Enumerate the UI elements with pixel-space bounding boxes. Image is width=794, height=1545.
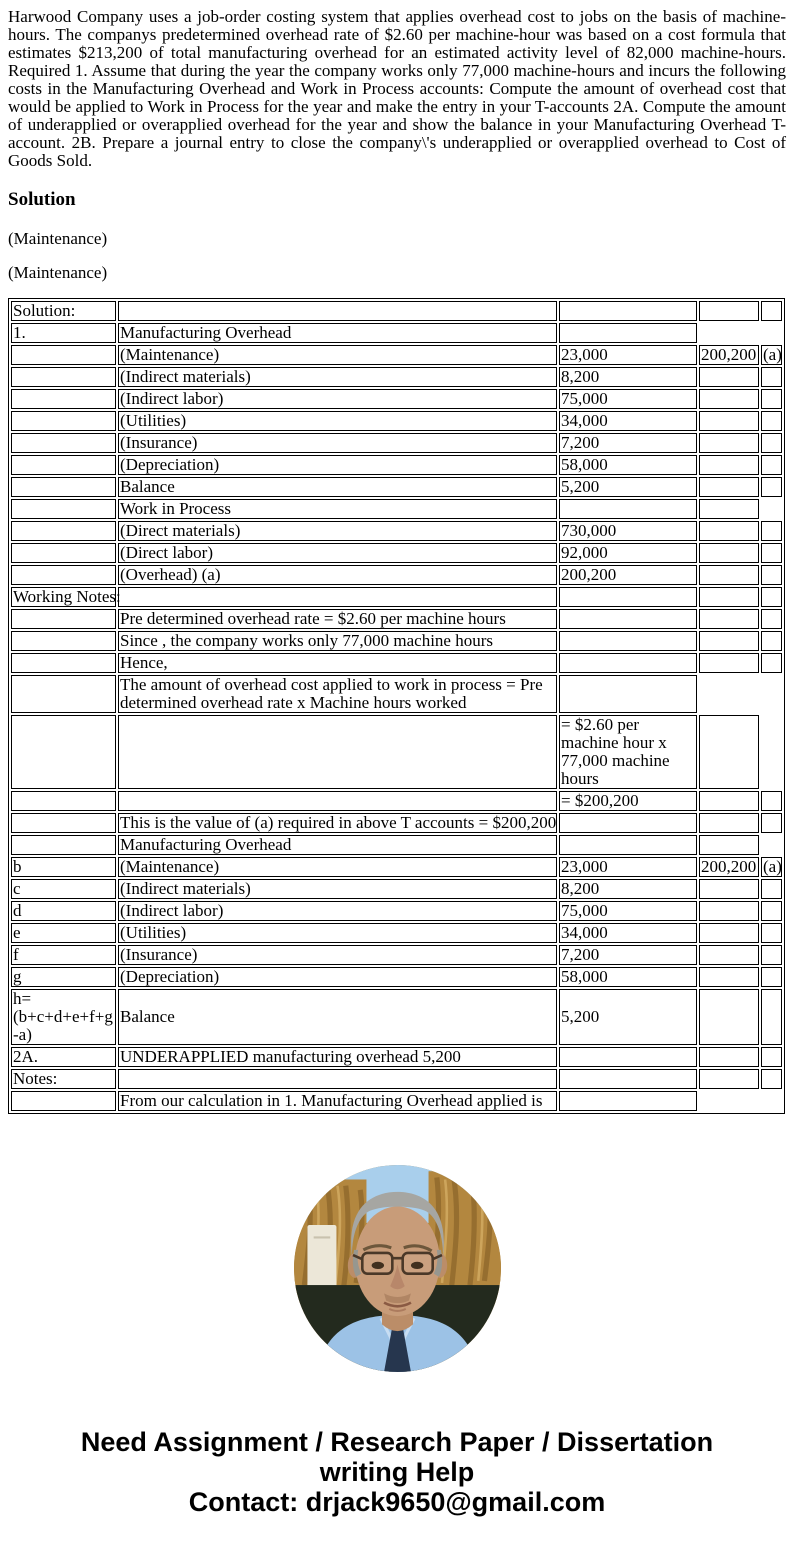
table-cell [699, 813, 759, 833]
table-cell: 75,000 [559, 389, 697, 409]
table-cell: (a) [763, 345, 782, 364]
maintenance-line-2: (Maintenance) [8, 263, 108, 282]
table-cell [699, 521, 759, 541]
table-cell [11, 609, 116, 629]
table-cell [699, 1069, 759, 1089]
table-cell: (a) [763, 857, 782, 876]
table-cell: f [11, 945, 116, 965]
table-cell [699, 715, 759, 789]
table-cell: e [11, 923, 116, 943]
table-cell [118, 1069, 557, 1089]
table-cell [699, 967, 759, 987]
table-cell [118, 715, 557, 789]
table-cell [761, 543, 782, 563]
table-cell [761, 367, 782, 387]
table-row [11, 345, 782, 365]
table-cell: (Insurance) [118, 433, 557, 453]
table-cell: 8,200 [559, 367, 697, 387]
table-cell: 2A. [11, 1047, 116, 1067]
table-cell: 8,200 [559, 879, 697, 899]
table-row [11, 653, 782, 673]
table-row [11, 543, 782, 563]
table-cell: Working Notes: [13, 587, 121, 606]
table-cell [699, 923, 759, 943]
table-cell: = $2.60 per machine hour x 77,000 machine hours [559, 715, 697, 789]
table-cell: 7,200 [559, 433, 697, 453]
table-cell [761, 389, 782, 409]
table-row [11, 367, 782, 387]
table-row [11, 565, 782, 585]
table-cell [699, 477, 759, 497]
table-cell [699, 945, 759, 965]
table-cell [761, 433, 782, 453]
table-cell [699, 653, 759, 673]
table-cell [699, 389, 759, 409]
table-row [11, 1047, 782, 1067]
table-cell: (Indirect labor) [118, 389, 557, 409]
table-cell [761, 521, 782, 541]
table-cell: Notes: [11, 1069, 116, 1089]
table-cell: Pre determined overhead rate = $2.60 per machine hours [118, 609, 557, 629]
table-cell [761, 631, 782, 651]
table-cell: Manufacturing Overhead [118, 323, 557, 343]
table-cell [559, 587, 697, 607]
table-cell [699, 455, 759, 475]
solution-table [8, 298, 785, 1114]
table-cell [559, 499, 697, 519]
table-cell [761, 791, 782, 811]
table-cell [11, 653, 116, 673]
table-cell: (Indirect materials) [118, 367, 557, 387]
table-row [11, 631, 782, 651]
table-cell [11, 631, 116, 651]
table-cell [11, 1091, 116, 1111]
table-cell: This is the value of (a) required in above T accounts = $200,200 [120, 813, 557, 832]
table-cell: 1. [11, 323, 116, 343]
table-cell [761, 411, 782, 431]
solution-table-clip [8, 298, 786, 1110]
table-cell [559, 653, 697, 673]
table-cell [11, 521, 116, 541]
footer-line-2: writing Help [319, 1457, 475, 1487]
table-row [11, 835, 782, 855]
footer-contact-email: Contact: drjack9650@gmail.com [188, 1487, 606, 1517]
table-cell: (Maintenance) [118, 857, 557, 877]
table-cell [761, 587, 782, 607]
table-cell [118, 301, 557, 321]
table-cell [559, 301, 697, 321]
table-cell [761, 565, 782, 585]
table-cell: Manufacturing Overhead [118, 835, 557, 855]
footer-banner [8, 1427, 786, 1537]
table-row [11, 609, 782, 629]
table-cell [761, 301, 782, 321]
table-cell: 58,000 [559, 967, 697, 987]
table-cell [559, 813, 697, 833]
maintenance-line-1: (Maintenance) [8, 229, 108, 248]
table-row [11, 857, 782, 877]
table-cell: d [11, 901, 116, 921]
table-cell: 200,200 [699, 857, 759, 877]
tutor-avatar-photo [294, 1165, 501, 1372]
table-cell [559, 323, 697, 343]
solution-heading: Solution [8, 189, 76, 210]
table-cell [699, 411, 759, 431]
table-cell [761, 879, 782, 899]
table-cell [761, 813, 782, 833]
table-row [11, 945, 782, 965]
table-row [11, 813, 782, 833]
table-cell [11, 389, 116, 409]
table-row [11, 477, 782, 497]
table-cell [761, 945, 782, 965]
table-cell [761, 1047, 782, 1067]
table-row [11, 455, 782, 475]
table-cell [11, 715, 116, 789]
table-cell [699, 791, 759, 811]
table-cell [699, 565, 759, 585]
table-cell [118, 791, 557, 811]
table-cell: 200,200 [699, 345, 759, 365]
table-cell [118, 587, 557, 607]
table-cell [11, 477, 116, 497]
table-cell [11, 835, 116, 855]
table-cell [761, 477, 782, 497]
table-row [11, 923, 782, 943]
table-cell: Hence, [118, 653, 557, 673]
table-cell [761, 989, 782, 1045]
table-cell: The amount of overhead cost applied to work in process = Pre determined overhead rate x Machine hours worked [118, 675, 557, 713]
table-cell: (Insurance) [118, 945, 557, 965]
table-cell: (Direct labor) [118, 543, 557, 563]
table-row [11, 791, 782, 811]
table-cell: (Indirect labor) [118, 901, 557, 921]
table-row [11, 389, 782, 409]
table-cell: (Indirect materials) [118, 879, 557, 899]
table-cell [699, 989, 759, 1045]
table-cell [761, 455, 782, 475]
table-cell [699, 609, 759, 629]
table-cell: h= (b+c+d+e+f+g -a) [11, 989, 116, 1045]
table-cell: 92,000 [559, 543, 697, 563]
table-cell [761, 609, 782, 629]
table-cell [559, 1069, 697, 1089]
table-row [11, 323, 782, 343]
table-cell: (Utilities) [118, 923, 557, 943]
avatar-section [8, 1165, 786, 1377]
table-cell [11, 543, 116, 563]
table-cell [699, 587, 759, 607]
table-cell [699, 499, 759, 519]
table-cell [761, 967, 782, 987]
table-row [11, 901, 782, 921]
table-cell [761, 901, 782, 921]
table-cell [699, 835, 759, 855]
table-cell [699, 301, 759, 321]
table-cell: Balance [118, 989, 557, 1045]
table-cell: (Utilities) [118, 411, 557, 431]
table-cell [761, 1069, 782, 1089]
table-cell [11, 791, 116, 811]
table-cell [11, 565, 116, 585]
table-row [11, 879, 782, 899]
table-cell [11, 433, 116, 453]
table-cell: (Depreciation) [118, 455, 557, 475]
table-cell: b [11, 857, 116, 877]
table-cell [699, 367, 759, 387]
table-cell [559, 675, 697, 713]
table-cell: 7,200 [559, 945, 697, 965]
table-cell: 23,000 [559, 345, 697, 365]
table-row [11, 989, 782, 1045]
table-cell: 730,000 [559, 521, 697, 541]
table-row [11, 411, 782, 431]
table-cell: UNDERAPPLIED manufacturing overhead 5,200 [118, 1047, 557, 1067]
table-cell: From our calculation in 1. Manufacturing Overhead applied is [118, 1091, 557, 1111]
table-cell [11, 345, 116, 365]
wall-panel [307, 1225, 336, 1289]
table-row [11, 499, 782, 519]
table-row [11, 1091, 782, 1111]
table-cell: 5,200 [559, 477, 697, 497]
table-cell: 200,200 [559, 565, 697, 585]
table-cell: (Maintenance) [118, 345, 557, 365]
table-cell [699, 879, 759, 899]
table-cell [11, 455, 116, 475]
table-cell [761, 923, 782, 943]
table-cell [559, 1091, 697, 1111]
table-cell [11, 367, 116, 387]
table-row [11, 967, 782, 987]
table-cell: c [11, 879, 116, 899]
table-cell [11, 499, 116, 519]
table-cell [699, 433, 759, 453]
footer-line-1: Need Assignment / Research Paper / Dissertation [80, 1427, 714, 1457]
table-row [11, 715, 782, 789]
table-cell: 34,000 [559, 411, 697, 431]
table-cell [559, 1047, 697, 1067]
problem-statement: Harwood Company uses a job-order costing system that applies overhead cost to jobs on the basis of machine-hours. The companys predetermined overhead rate of $2.60 per machine-hour was based on a cost formula that estimates $213,200 of total manufacturing overhead for an estimated activity level of 82,000 machine-hours. Required 1. Assume that during the year the company works only 77,000 machine-hours and incurs the following costs in the Manufacturing Overhead and Work in Process accounts: Compute the amount of overhead cost that would be applied to Work in Process for the year and make the entry in your T-accounts 2A. Compute the amount of underapplied or overapplied overhead for the year and show the balance in your Manufacturing Overhead T-account. 2B. Prepare a journal entry to close the company\'s underapplied or overapplied overhead to Cost of Goods Sold. [8, 7, 786, 170]
table-row [11, 587, 782, 607]
table-row [11, 433, 782, 453]
table-cell: (Overhead) (a) [118, 565, 557, 585]
table-cell [761, 653, 782, 673]
table-cell: Solution: [11, 301, 116, 321]
table-cell [559, 609, 697, 629]
table-cell [11, 675, 116, 713]
table-cell [559, 835, 697, 855]
table-row [11, 1069, 782, 1089]
table-cell: 34,000 [559, 923, 697, 943]
table-cell [11, 813, 116, 833]
table-cell: 5,200 [559, 989, 697, 1045]
table-cell: 23,000 [559, 857, 697, 877]
table-cell: g [11, 967, 116, 987]
table-cell [699, 1047, 759, 1067]
table-cell [699, 543, 759, 563]
table-cell: Work in Process [118, 499, 557, 519]
table-cell: (Direct materials) [118, 521, 557, 541]
table-cell: (Depreciation) [118, 967, 557, 987]
table-cell: 58,000 [559, 455, 697, 475]
table-cell [699, 631, 759, 651]
table-cell [699, 901, 759, 921]
table-cell: Balance [118, 477, 557, 497]
table-cell: = $200,200 [559, 791, 697, 811]
table-cell [559, 631, 697, 651]
table-cell [11, 411, 116, 431]
table-cell: Since , the company works only 77,000 machine hours [118, 631, 557, 651]
table-cell: 75,000 [559, 901, 697, 921]
table-row [11, 301, 782, 321]
table-row [11, 521, 782, 541]
table-row [11, 675, 782, 713]
